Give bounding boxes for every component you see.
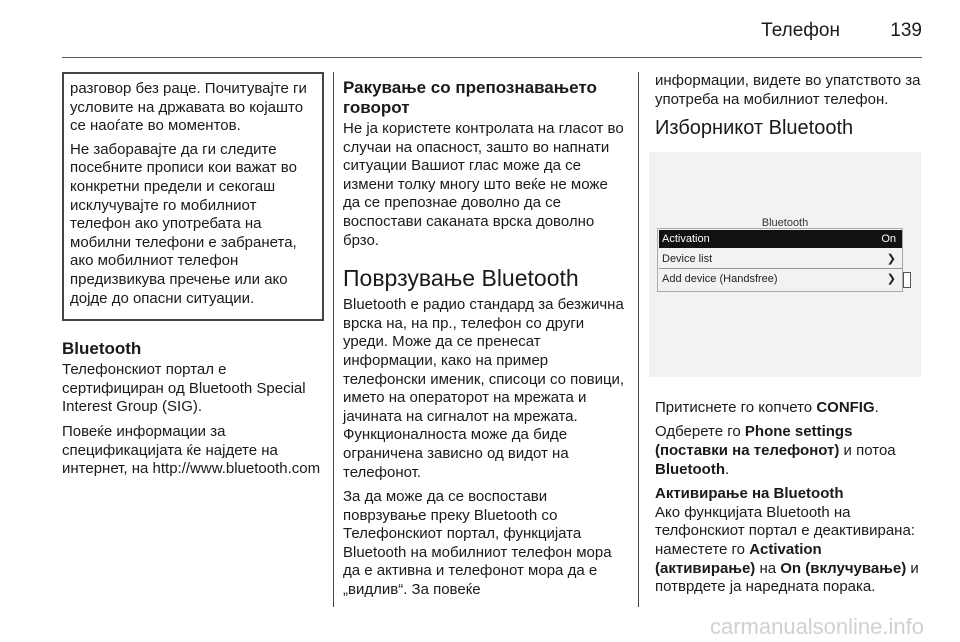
page-number: 139 xyxy=(890,20,922,41)
paragraph-select-settings: Одберете го Phone settings (поставки на телефонот) и потоа Bluetooth. xyxy=(655,423,896,478)
paragraph-press-config: Притиснете го копчето CONFIG. xyxy=(655,398,879,416)
menu-row-add-device[interactable] xyxy=(659,270,902,288)
menu-row-device-list[interactable] xyxy=(659,250,902,269)
menu-name-bluetooth: Bluetooth xyxy=(655,460,725,478)
paragraph-voice: Не ја користете контролата на гласот во случаи на опасност, зашто во напнати ситуации Вашиот глас може да се измени толку многу што веќе не може да се препознае доволно да се воспостави саканата врска доволно брзо. xyxy=(343,120,624,249)
setting-name-activation: Activation (активирање) xyxy=(655,540,822,577)
warning-paragraph-1: разговор без раце. Почитувајте ги условите на државата во којашто се наоѓате во моментов. xyxy=(70,80,307,135)
menu-row-label: Activation xyxy=(662,232,710,245)
section-title-menu: Изборникот Bluetooth xyxy=(655,117,854,140)
column-divider-2 xyxy=(638,72,639,607)
menu-row-activation[interactable] xyxy=(659,230,902,248)
paragraph-connection: За да може да се воспостави поврзување преку Bluetooth со Телефонскиот портал, функцијата Bluetooth на мобилниот телефон мора да е активна и телефонот мора да е „видлив“. За повеќе xyxy=(343,488,612,599)
paragraph-certification: Телефонскиот портал е сертифициран од Bluetooth Special Interest Group (SIG). xyxy=(62,361,306,416)
bluetooth-menu-screenshot xyxy=(649,152,921,377)
column-left xyxy=(62,72,324,485)
column-right xyxy=(655,72,925,603)
section-title-connect: Поврзување Bluetooth xyxy=(343,265,579,292)
menu-row-value: On xyxy=(881,232,896,245)
watermark: carmanualsonline.info xyxy=(709,614,924,639)
paragraph-intro: информации, видете во упатството за употреба на мобилниот телефон. xyxy=(655,72,921,108)
screen-title: Bluetooth xyxy=(761,216,809,229)
paragraph-bluetooth-standard: Bluetooth е радио стандард за безжична врска на, на пр., телефон со други уреди. Може да се пренесат информации, како на пример телефонски именик, списоци со повици, името на операторот на мрежата и јачината на сигналот на мрежата. Функционалноста може да биде ограничена зависно од видот на телефонот. xyxy=(343,296,625,481)
page-header xyxy=(0,0,960,62)
subsection-title-activation: Активирање на Bluetooth xyxy=(655,485,844,503)
chevron-right-icon: ❯ xyxy=(886,252,896,265)
paragraph-more-info: Повеќе информации за спецификацијата ќе најдете на интернет, на http://www.bluetooth.com xyxy=(62,422,321,478)
column-middle xyxy=(343,78,625,606)
section-title-bluetooth: Bluetooth xyxy=(62,339,142,359)
scrollbar-handle[interactable] xyxy=(903,272,911,288)
chevron-right-icon: ❯ xyxy=(886,272,896,285)
setting-value-on: On (вклучување) xyxy=(780,559,907,577)
warning-paragraph-2: Не заборавајте да ги следите посебните прописи кои важат во конкретни предели и секогаш исклучувајте го мобилниот телефон ако употребата на мобилни телефони е забранета, ако мобилниот телефон предизвикува пречење или ако дојде до опасни ситуации. xyxy=(70,140,297,307)
button-name-config: CONFIG xyxy=(816,398,875,416)
menu-name-phone-settings: Phone settings (поставки на телефонот) xyxy=(655,423,853,459)
column-divider-1 xyxy=(333,72,334,607)
menu-row-label: Add device (Handsfree) xyxy=(662,272,778,285)
header-rule xyxy=(62,57,922,58)
menu-row-label: Device list xyxy=(662,252,713,265)
page-title: Телефон xyxy=(761,20,840,41)
warning-box xyxy=(62,72,324,321)
paragraph-activation: Ако функцијата Bluetooth на телфонскиот портал е деактивирана: наместете го Activation (активирање) на On (вклучување) и потврдете ја наредната порака. xyxy=(655,503,919,596)
section-title-voice: Ракување со препознавањето говорот xyxy=(343,78,597,117)
